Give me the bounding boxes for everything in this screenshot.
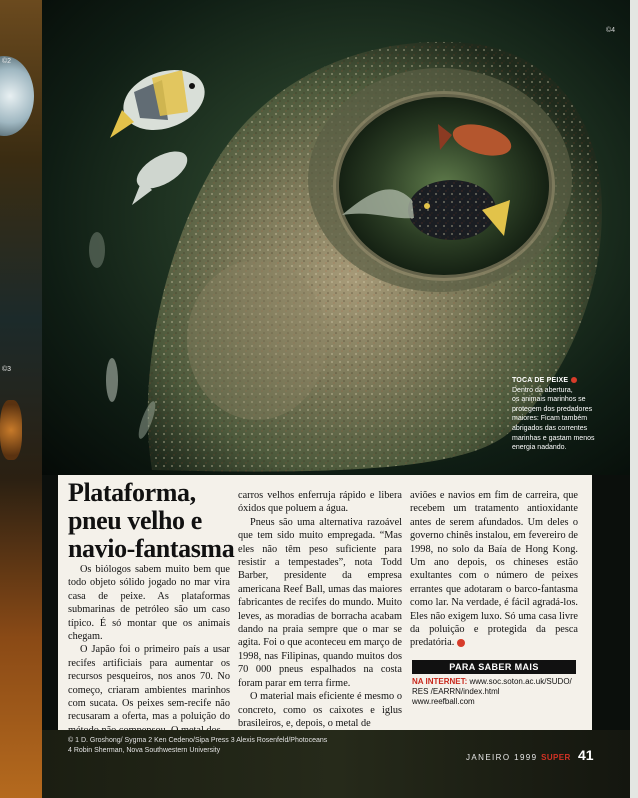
paragraph-text: aviões e navios em fim de carreira, que recebem um tratamento antioxidante antes de serem afundados. Um deles o governo chinês instalou, em fevereiro de 1998, no solo da Baía de Hong Kong. Um ano depois, os chineses estão exultantes com o número de peixes errantes que adotaram o barco-fantasma como lar. Na verdade, é fácil agradá-los. Eles não exigem luxo. Só uma casa livre da poluição e protegida da pesca predatória. <box>410 490 578 649</box>
article-column-1 <box>68 563 230 737</box>
angelfish-left <box>110 59 213 140</box>
paragraph: Pneus são uma alternativa razoável que tem sido muito empregada. “Mas eles não têm peso suficiente para resistir a tempestades”, nota Todd Barber, presidente da empresa americana Reef Ball, umas das maiores fabricantes de recifes do mundo. Muito leves, as moradias de borracha acabam dando na praia sempre que o mar se agita. Foi o que aconteceu em março de 1998, nas Filipinas, quando muitos dos 70 000 pneus espalhados na costa foram parar em terra firme. <box>238 516 402 689</box>
caption-line: energia nadando. <box>512 444 567 452</box>
coral-image-fragment <box>0 400 22 460</box>
credits-line: © 1 D. Groshong/ Sygma 2 Ken Cedeno/Sipa Press 3 Alexis Rosenfeld/Photoceans <box>68 737 328 744</box>
box-link[interactable]: RES /EARRN/index.html <box>412 687 500 696</box>
credit-mark-4: ©4 <box>606 27 616 34</box>
previous-page-edge <box>0 0 42 798</box>
caption-line: maiores: Ficam também <box>512 415 588 423</box>
credit-mark-2: ©2 <box>2 58 12 65</box>
internet-label: NA INTERNET: <box>412 677 468 686</box>
article-column-3 <box>410 489 578 650</box>
page-footer <box>42 730 630 798</box>
issue-line <box>466 753 571 762</box>
angelfish-lower <box>131 144 193 205</box>
caption-line: protegem dos predadores <box>512 405 593 413</box>
paragraph <box>410 489 578 650</box>
caption-line: os animais marinhos se <box>512 396 586 404</box>
end-of-article-icon <box>457 639 465 647</box>
paragraph: carros velhos enferruja rápido e libera óxidos que poluem a água. <box>238 490 402 515</box>
fish-image-fragment <box>0 56 34 136</box>
box-link[interactable]: www.soc.soton.ac.uk/SUDO/ <box>469 677 572 686</box>
paragraph: O material mais eficiente é mesmo o concreto, como os caixotes e iglus brasileiros, e, depois, o metal de <box>238 691 402 729</box>
more-info-box <box>412 660 576 707</box>
paragraph: Os biólogos sabem muito bem que todo objeto sólido jogado no mar vira casa de peixe. As plataformas submarinas de petróleo são um caso típico. É só montar que os animais chegam. <box>68 564 230 643</box>
box-link[interactable]: www.reefball.com <box>412 697 475 706</box>
issue-date: JANEIRO 1999 <box>466 753 538 762</box>
caption-line: Dentro da abertura, <box>512 386 573 394</box>
page-edge-right <box>630 0 638 798</box>
caption-line: abrigados das correntes <box>512 424 588 432</box>
box-title: PARA SABER MAIS <box>412 660 576 674</box>
article-headline: Plataforma, pneu velho e navio-fantasma <box>68 478 235 563</box>
caption-line: marinhas e gastam menos <box>512 434 595 442</box>
reef-photo <box>42 0 630 475</box>
photo-credits <box>68 736 327 755</box>
paragraph: O Japão foi o primeiro país a usar recifes artificiais para aumentar os recursos pesqueiros, nos anos 70. No começo, criaram ambientes marinhos com sucata. Os peixes sem-recife não recusaram a oferta, mas a poluição do <box>68 644 230 723</box>
photo-caption <box>512 376 630 453</box>
credit-mark-3: ©3 <box>2 366 12 373</box>
page-number: 41 <box>578 747 594 763</box>
caption-title: TOCA DE PEIXE <box>512 376 630 386</box>
magazine-brand: SUPER <box>541 753 571 762</box>
article-column-2 <box>238 489 402 730</box>
box-body <box>412 674 576 707</box>
credits-line: 4 Robin Sherman, Nova Southwestern University <box>68 746 221 754</box>
article-body <box>58 475 592 730</box>
